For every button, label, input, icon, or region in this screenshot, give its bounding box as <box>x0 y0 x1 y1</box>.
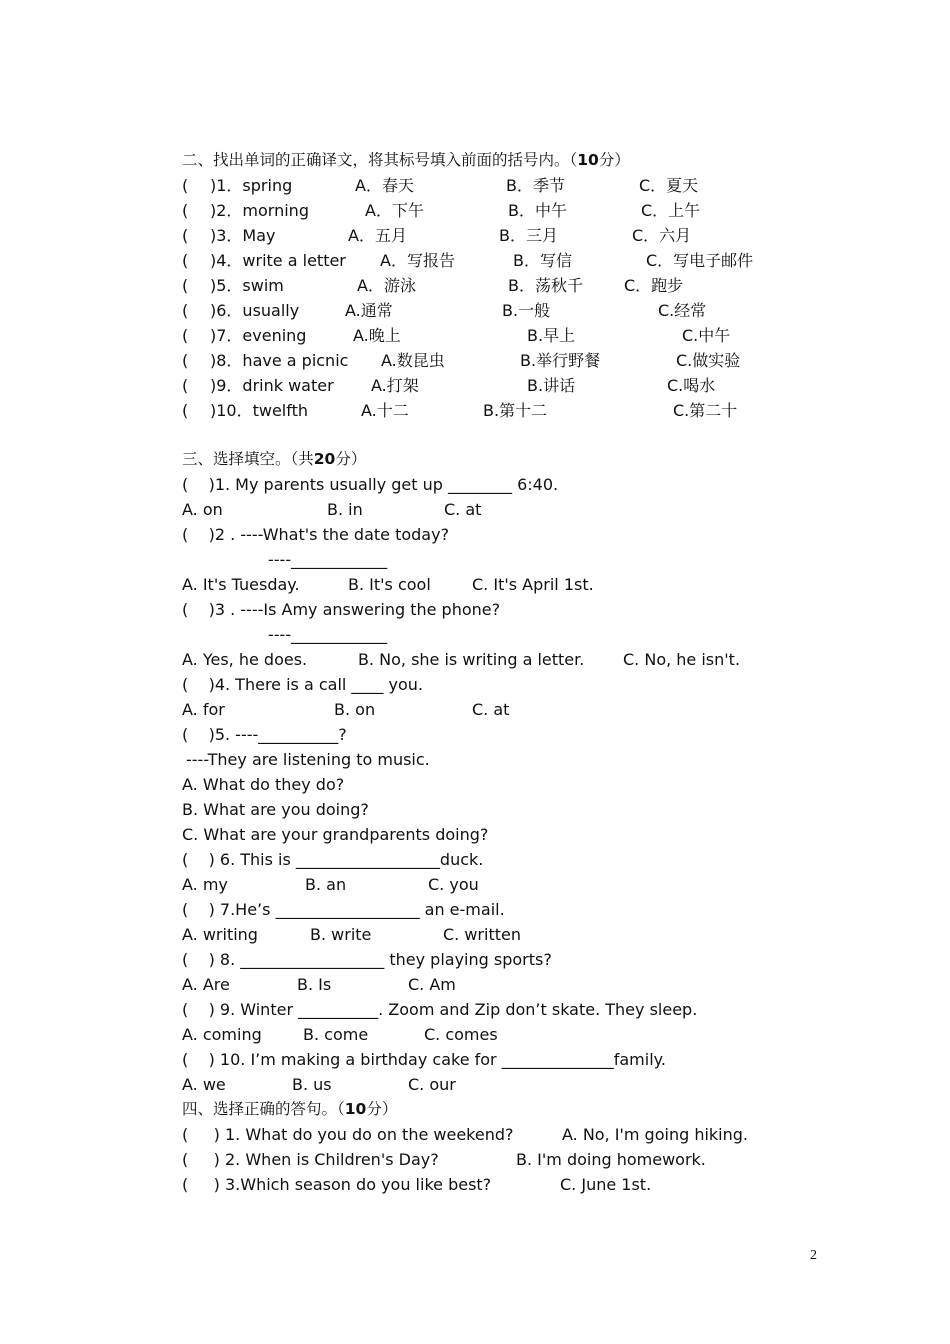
document-page: 二、找出单词的正确译文，将其标号填入前面的括号内。（10分） ( )1．spring A．春天 B．季节 C．夏天 ( )2．morning A．下午 B．中午 C．上午 ( )3．May A．五月 B．三月 C．六月 ( )4．write a letter A．写报告 B．写信 C．写电子邮件 ( )5．swim A．游泳 B．荡秋千 C．跑步 ( )6．usually A.通常 B.一般 C.经常 ( )7．evening A.晚上 B.早上 C.中午 ( )8．have a picnic A.数昆虫 B.举行野餐 C.做实验 ( )9．drink water A.打架 B.讲话 C.喝水 ( )10．twelfth A.十二 B.第十二 C.第二十 三、选择填空。（共20分） ( )1. My parents usually get up ________ 6:40. A. on B. in C. at ( )2 . ----What's the date today? ----____________ A. It's Tuesday. B. It's cool C. It's April 1st. ( )3 . ----Is Amy answering the phone? ----____________ A. Yes, he does. B. No, she is writing a letter. C. No, he isn't. ( )4. There is a call ____ you. A. for B. on C. at ( )5. ----__________? ----They are listening to music. A. What do they do? B. What are you doing? C. What are your grandparents doing? ( ) 6. This is __________________duck. A. my B. an C. you ( ) 7.He’s __________________ an e-mail. A. writing B. write C. written ( ) 8. __________________ they playing sports? A. Are B. Is C. Am ( ) 9. Winter __________. Zoom and Zip don’t skate. They sleep. A. coming B. come C. comes ( ) 10. I’m making a birthday cake for ______________family. A. we B. us C. our 四、选择正确的答句。（10分） ( ) 1. What do you do on the weekend? A. No, I'm going hiking. ( ) 2. When is Children's Day? B. I'm doing homework. ( ) 3.Which season do you like best? C. June 1st. 2 <box>0 0 950 1344</box>
question-line: ( )2 . ----What's the date today? <box>182 525 450 544</box>
section-4-title: 四、选择正确的答句。（10分） <box>182 1100 398 1118</box>
question-line: ( )4. There is a call ____ you. <box>182 675 423 694</box>
question-line: ( )3 . ----Is Amy answering the phone? <box>182 600 501 619</box>
question-line: ( ) 8. __________________ they playing sports? <box>182 950 552 969</box>
question-line: ( ) 7.He’s __________________ an e-mail. <box>182 900 505 919</box>
question-line: ( ) 10. I’m making a birthday cake for ______________family. <box>182 1050 666 1069</box>
question-line: ( )1. My parents usually get up ________ 6:40. <box>182 475 559 494</box>
option-line: C. What are your grandparents doing? <box>182 825 489 844</box>
question-line: ( ) 9. Winter __________. Zoom and Zip don’t skate. They sleep. <box>182 1000 698 1019</box>
option-line: A. What do they do? <box>182 775 345 794</box>
page-number: 2 <box>810 1248 817 1263</box>
question-line: ( ) 6. This is __________________duck. <box>182 850 484 869</box>
section-2-title: 二、找出单词的正确译文，将其标号填入前面的括号内。（10分） <box>182 151 630 169</box>
option-line: B. What are you doing? <box>182 800 369 819</box>
answer-blank: ----____________ <box>268 625 388 644</box>
answer-blank: ----____________ <box>268 550 388 569</box>
question-line: ----They are listening to music. <box>186 750 430 769</box>
section-3-title: 三、选择填空。（共20分） <box>182 450 367 468</box>
question-line: ( )5. ----__________? <box>182 725 347 744</box>
